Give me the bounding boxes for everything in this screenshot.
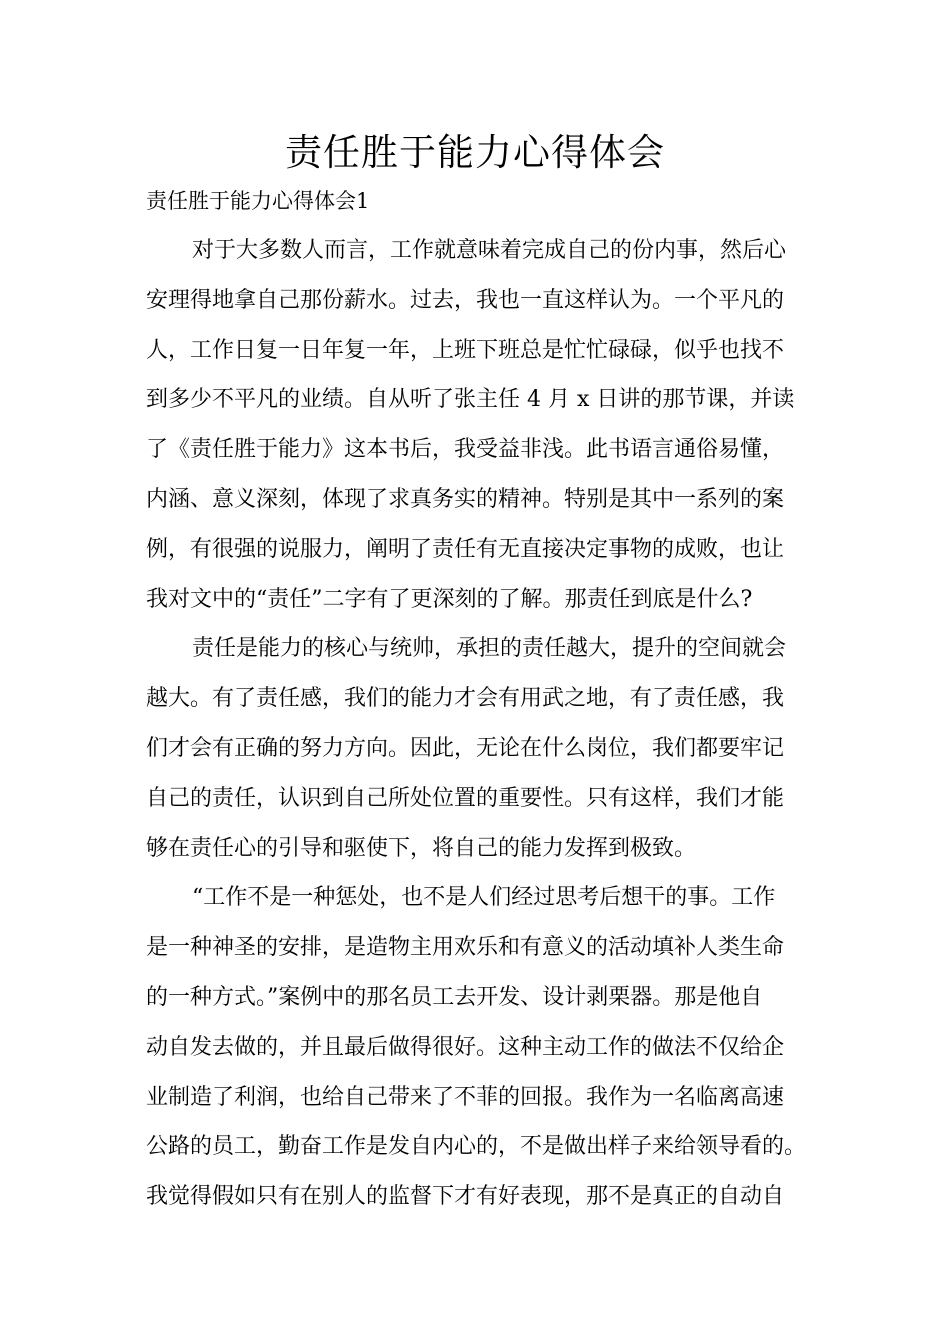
document-subtitle: 责任胜于能力心得体会1: [146, 189, 370, 213]
text-line: 够在责任心的引导和驱使下，将自己的能力发挥到极致。: [146, 835, 697, 861]
text-line: 的一种方式。”案例中的那名员工去开发、设计剥栗器。那是他自: [146, 984, 763, 1010]
text-line: 我对文中的“责任”二字有了更深刻的了解。那责任到底是什么?: [146, 586, 753, 612]
text-line: 对于大多数人而言，工作就意味着完成自己的份内事，然后心: [192, 238, 787, 263]
paragraph-3: [146, 878, 822, 1227]
text-line: 责任是能力的核心与统帅，承担的责任越大，提升的空间就会: [192, 636, 787, 662]
text-line: 动自发去做的，并且最后做得很好。这种主动工作的做法不仅给企: [146, 1034, 785, 1060]
text-line: 例，有很强的说服力，阐明了责任有无直接决定事物的成败，也让: [146, 536, 785, 562]
text-line: 们才会有正确的努力方向。因此，无论在什么岗位，我们都要牢记: [146, 735, 785, 761]
text-line: 人，工作日复一日年复一年，上班下班总是忙忙碌碌，似乎也找不: [146, 337, 785, 363]
text-line: 了《责任胜于能力》这本书后，我受益非浅。此书语言通俗易懂，: [146, 437, 785, 463]
text-line: 我觉得假如只有在别人的监督下才有好表现，那不是真正的自动自: [146, 1184, 785, 1210]
text-line: 到多少不平凡的业绩。自从听了张主任 4 月 x 日讲的那节课，并读: [146, 387, 795, 413]
text-line: 业制造了利润，也给自己带来了不菲的回报。我作为一名临离高速: [146, 1084, 785, 1110]
paragraph-2: [146, 629, 822, 878]
text-line: 公路的员工，勤奋工作是发自内心的，不是做出样子来给领导看的。: [146, 1134, 807, 1160]
text-line: 安理得地拿自己那份薪水。过去，我也一直这样认为。一个平凡的: [146, 287, 785, 313]
text-line: “工作不是一种惩处，也不是人们经过思考后想干的事。工作: [192, 885, 776, 911]
document-title: 责任胜于能力心得体会: [285, 131, 665, 174]
text-line: 是一种神圣的安排，是造物主用欢乐和有意义的活动填补人类生命: [146, 935, 785, 961]
text-line: 越大。有了责任感，我们的能力才会有用武之地，有了责任感，我: [146, 686, 785, 712]
text-line: 内涵、意义深刻，体现了求真务实的精神。特别是其中一系列的案: [146, 486, 785, 512]
text-line: 自己的责任，认识到自己所处位置的重要性。只有这样，我们才能: [146, 785, 785, 811]
document-body: [146, 231, 822, 1227]
paragraph-1: [146, 231, 822, 629]
